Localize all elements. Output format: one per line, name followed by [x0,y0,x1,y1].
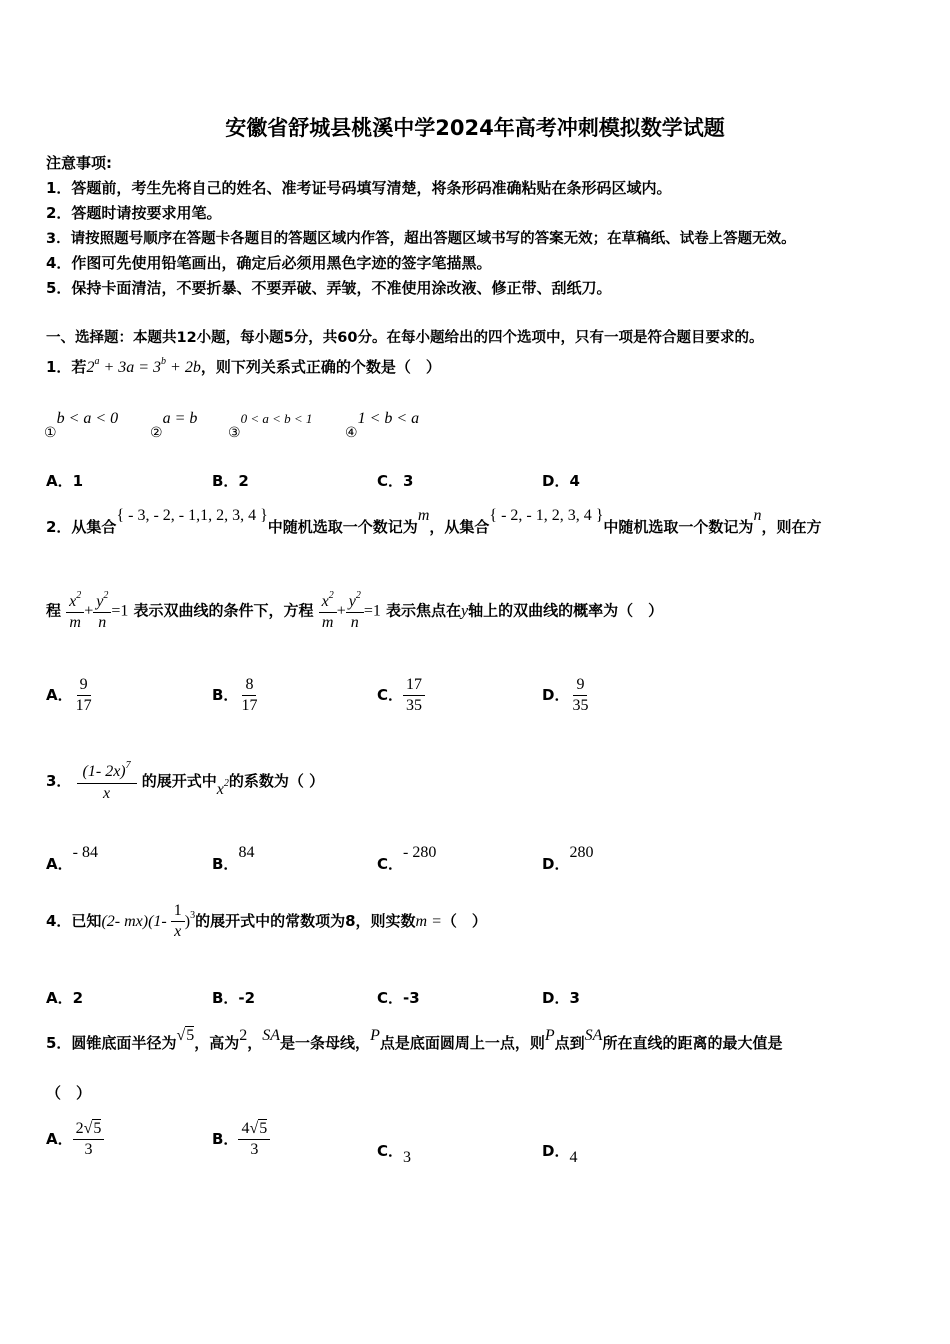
q4-text: 的展开式中的常数项为8，则实数 [195,912,416,930]
q2-var-m: m [417,507,430,524]
coef: 2 [75,1120,84,1137]
choice-label: D． [542,855,570,873]
q1-condition-4 [345,408,419,441]
q3-choice-a [46,842,98,874]
fraction-x2-over-m: $\frac{x^2}{m}$ [66,590,84,632]
q4-choice-b: B．-2 [212,989,256,1007]
q5-text: 点到 [554,1034,585,1052]
q5-choice-a [46,1120,104,1159]
choice-value: - 280 [403,844,437,861]
q2-choice-b [212,676,260,715]
q2-set-2-values: - 2, - 1, 2, 3, 4 [501,507,592,524]
q5-choice-d [542,1140,577,1167]
circled-3: ③ [228,425,241,441]
q1-choice-c: C．3 [377,472,414,490]
frac-den: 3 [250,1141,259,1158]
q4-choice-d: D．3 [542,989,580,1007]
frac-num: 9 [573,676,587,696]
frac-num: 2√5 [73,1120,105,1140]
q5-sa: SA [262,1027,281,1044]
q1-equation: $2^a + 3a = 3^b + 2b$ [86,356,201,376]
coef: 4 [241,1120,250,1137]
frac-num: 9 [77,676,91,696]
note-item: 2．答题时请按要求用笔。 [46,204,222,222]
q5-text: 点是底面圆周上一点，则 [379,1034,545,1052]
question-4: 4．已知(2- mx)(1- $\frac{1}{x}$ )$^3$的展开式中的常数项为8，则实数m =（ ） [46,902,487,940]
q5-text: ，高为 [194,1034,240,1052]
choice-value: 3 [403,1149,412,1166]
choice-label: C． [377,1142,404,1160]
radicand: 5 [259,1120,268,1137]
choice-label: A． [46,1130,73,1148]
q3-text: 的展开式中 [141,772,217,790]
circled-4: ④ [345,425,358,441]
q3-expression: $\frac{(1- 2x)^7}{x}$ [77,760,137,803]
q5-point-p: P [544,1027,555,1044]
q4-var-m: m = [415,913,442,930]
frac-den: 35 [572,697,589,714]
q1-choice-b: B．2 [212,472,249,490]
choice-label: B． [212,855,239,873]
fraction-x2-over-m: $\frac{x^2}{m}$ [319,590,337,632]
sqrt-5: √5 [176,1027,195,1044]
choice-label: B． [212,1130,239,1148]
q2-text: 轴上的双曲线的概率为（ ） [468,601,664,620]
q1-condition-2 [150,408,197,441]
note-item: 1．答题前，考生先将自己的姓名、准考证号码填写清楚，将条形码准确粘贴在条形码区域内。 [46,179,672,197]
q5-choice-b [212,1120,270,1159]
q3-choice-b [212,842,254,874]
q1-suffix: ，则下列关系式正确的个数是（ ） [200,358,441,376]
choice-label: D． [542,1142,570,1160]
q2-set-1-values: - 3, - 2, - 1,1, 2, 3, 4 [128,507,257,524]
frac-den: 3 [84,1141,93,1158]
q1-cond-text: 1 < b < a [357,410,420,427]
q2-choice-a [46,676,95,715]
frac-den: 17 [241,697,258,714]
section-heading: 一、选择题：本题共12小题，每小题5分，共60分。在每小题给出的四个选项中，只有一项是符合题目要求的。 [46,330,764,346]
q2-text: 中随机选取一个数记为 [603,518,754,536]
note-item: 5．保持卡面清洁，不要折暴、不要弄破、弄皱，不准使用涂改液、修正带、刮纸刀。 [46,279,612,297]
q1-choice-d: D．4 [542,472,580,490]
q3-text: 的系数为（ ） [228,772,325,790]
q1-cond-text: b < a < 0 [56,410,119,427]
q1-cond-text: 0 < a < b < 1 [240,411,313,426]
q2-choice-c [377,676,425,715]
choice-value: - 84 [72,844,98,861]
choice-label: A． [46,686,73,704]
q4-text: （ ） [441,912,487,930]
q4-choice-a: A．2 [46,989,84,1007]
q3-choice-c [377,842,436,874]
choice-label: C． [377,686,404,704]
page-title: 安徽省舒城县桃溪中学2024年高考冲刺模拟数学试题 [225,116,725,140]
q2-text: 表示焦点在 [385,601,461,620]
frac-num: 17 [403,676,425,696]
choice-label: D． [542,686,570,704]
q2-text: 程 [46,601,62,620]
q2-text: 表示双曲线的条件下，方程 [133,601,314,620]
frac-num: 4√5 [238,1120,270,1140]
choice-value: 280 [569,844,594,861]
q1-condition-1 [44,408,118,441]
question-3 [46,760,324,803]
fraction-1-over-x: $\frac{1}{x}$ [171,902,185,941]
choice-label: A． [46,855,73,873]
notes-heading: 注意事项: [46,154,112,172]
q5-text: 5．圆锥底面半径为 [46,1034,177,1052]
q5-choice-c [377,1140,411,1167]
choice-label: C． [377,855,404,873]
q1-choice-a: A．1 [46,472,84,490]
q2-text: ，从集合 [429,518,490,536]
choice-value: 84 [238,844,255,861]
q1-condition-3 [228,408,312,441]
frac-num: 8 [242,676,256,696]
question-5 [46,1025,782,1053]
q2-set-1: { - 3, - 2, - 1,1, 2, 3, 4 } [116,507,268,524]
q1-cond-text: a = b [162,410,198,427]
circled-2: ② [150,425,163,441]
q3-term-x2: $x^2$ [216,778,229,798]
q5-height: 2 [239,1027,248,1044]
fraction-y2-over-n: $\frac{y^2}{n}$ [346,590,364,632]
frac-den: 35 [406,697,423,714]
q5-sa: SA [584,1027,603,1044]
q2-text: 2．从集合 [46,518,117,536]
choice-label: B． [212,686,239,704]
q3-prefix: 3． [46,772,72,790]
q5-paren: （ ） [46,1084,92,1102]
q4-expression: (2- mx)(1- [101,913,171,930]
q4-prefix: 4．已知 [46,912,102,930]
fraction-y2-over-n: $\frac{y^2}{n}$ [93,590,111,632]
q3-choice-d [542,842,593,874]
question-1 [46,356,441,377]
question-2-line-1 [46,505,821,537]
note-item: 3．请按照题号顺序在答题卡各题目的答题区域内作答，超出答题区域书写的答案无效；在草稿纸、试卷上答题无效。 [46,231,796,247]
frac-den: 17 [75,697,92,714]
radicand: 5 [186,1027,195,1044]
q2-text: ，则在方 [761,518,822,536]
q5-point-p: P [370,1027,380,1044]
q2-text: 中随机选取一个数记为 [267,518,418,536]
q5-text: 所在直线的距离的最大值是 [602,1034,783,1052]
q1-prefix: 1．若 [46,358,87,376]
radicand: 5 [93,1120,102,1137]
circled-1: ① [44,425,57,441]
q4-choice-c: C．-3 [377,989,420,1007]
q2-var-y: y [460,602,469,620]
q2-choice-d [542,676,591,715]
q2-set-2: { - 2, - 1, 2, 3, 4 } [489,507,604,524]
q5-text: ， [247,1034,263,1052]
choice-value: 4 [569,1149,578,1166]
question-2-line-2: 程 $\frac{x^2}{m}$ + $\frac{y^2}{n}$ =1 表示双曲线的条件下，方程 $\frac{x^2}{m}$ + $\frac{y^2}{n}$ =1 表示焦点在y轴上的双曲线的概率为（ ） [46,590,664,631]
q5-text: 是一条母线， [280,1034,371,1052]
q2-var-n: n [753,507,762,524]
note-item: 4．作图可先使用铅笔画出，确定后必须用黑色字迹的签字笔描黑。 [46,254,492,272]
